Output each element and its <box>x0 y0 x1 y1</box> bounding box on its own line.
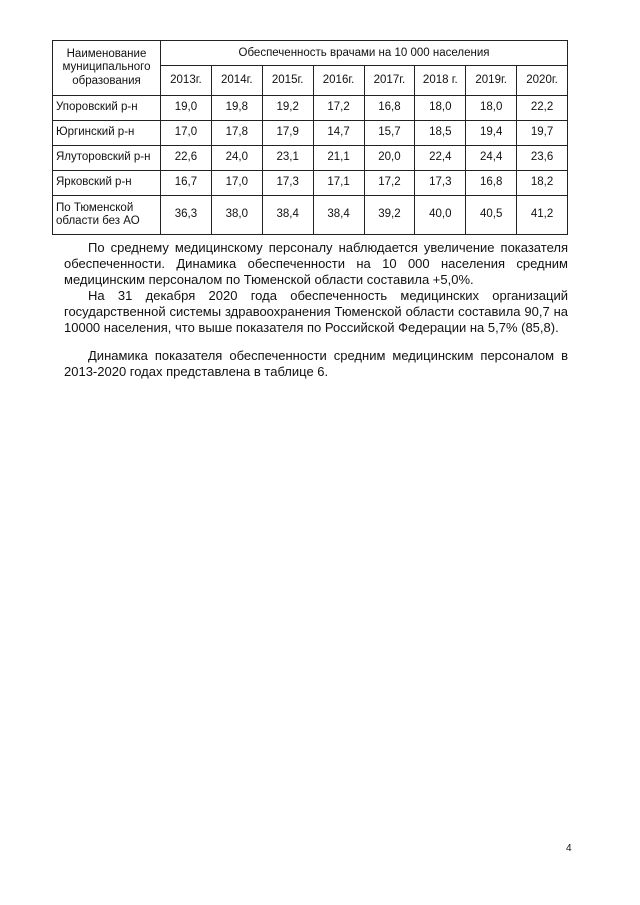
table-cell: 40,5 <box>466 196 517 235</box>
paragraph: На 31 декабря 2020 года обеспеченность медицинских организаций государственной системы здравоохранения Тюменской области составила 90,7 на 10000 населения, что выше показателя по Российской Федерации на 5,7% (85,8). <box>64 288 568 335</box>
table-cell: 17,0 <box>161 121 212 146</box>
table-cell: 17,2 <box>313 96 364 121</box>
table-cell: 16,8 <box>364 96 415 121</box>
year-header: 2016г. <box>313 66 364 96</box>
table-cell: 18,2 <box>517 171 568 196</box>
year-header: 2014г. <box>211 66 262 96</box>
year-header: 2015г. <box>262 66 313 96</box>
table-cell: 17,2 <box>364 171 415 196</box>
table-row <box>53 146 568 171</box>
table-cell: 17,3 <box>415 171 466 196</box>
municipality-name: Упоровский р-н <box>53 96 161 121</box>
table-row <box>53 96 568 121</box>
table-cell: 18,5 <box>415 121 466 146</box>
table-cell: 39,2 <box>364 196 415 235</box>
table-cell: 41,2 <box>517 196 568 235</box>
table-row <box>53 196 568 235</box>
municipality-header: Наименование муниципального образования <box>53 41 161 96</box>
table-cell: 15,7 <box>364 121 415 146</box>
table-cell: 23,1 <box>262 146 313 171</box>
table-row <box>53 121 568 146</box>
table-cell: 17,8 <box>211 121 262 146</box>
staffing-table <box>52 40 568 235</box>
table-cell: 22,2 <box>517 96 568 121</box>
municipality-name: Юргинский р-н <box>53 121 161 146</box>
table-cell: 17,9 <box>262 121 313 146</box>
year-header: 2020г. <box>517 66 568 96</box>
table-cell: 19,0 <box>161 96 212 121</box>
table-cell: 38,0 <box>211 196 262 235</box>
table-cell: 36,3 <box>161 196 212 235</box>
table-cell: 22,4 <box>415 146 466 171</box>
page-number: 4 <box>566 843 572 854</box>
year-header: 2013г. <box>161 66 212 96</box>
paragraph: По среднему медицинскому персоналу наблюдается увеличение показателя обеспеченности. Динамика обеспеченности на 10 000 населения средним медицинским персоналом по Тюменской области составила +5,0%. <box>64 240 568 287</box>
table-row <box>53 171 568 196</box>
table-cell: 23,6 <box>517 146 568 171</box>
table-cell: 24,4 <box>466 146 517 171</box>
paragraph: Динамика показателя обеспеченности средним медицинским персоналом в 2013-2020 годах представлена в таблице 6. <box>64 348 568 379</box>
table-cell: 18,0 <box>415 96 466 121</box>
table-cell: 19,7 <box>517 121 568 146</box>
body-text <box>64 240 568 380</box>
table-cell: 38,4 <box>313 196 364 235</box>
table-cell: 17,1 <box>313 171 364 196</box>
table-cell: 20,0 <box>364 146 415 171</box>
table-cell: 19,2 <box>262 96 313 121</box>
table-cell: 22,6 <box>161 146 212 171</box>
table-cell: 19,8 <box>211 96 262 121</box>
table-cell: 16,8 <box>466 171 517 196</box>
table-cell: 17,0 <box>211 171 262 196</box>
table-cell: 17,3 <box>262 171 313 196</box>
table-cell: 19,4 <box>466 121 517 146</box>
year-header: 2018 г. <box>415 66 466 96</box>
table-cell: 18,0 <box>466 96 517 121</box>
table-cell: 40,0 <box>415 196 466 235</box>
table-cell: 14,7 <box>313 121 364 146</box>
year-header: 2017г. <box>364 66 415 96</box>
doctor-ratio-header: Обеспеченность врачами на 10 000 населения <box>161 41 568 66</box>
table-cell: 24,0 <box>211 146 262 171</box>
table-cell: 38,4 <box>262 196 313 235</box>
year-header: 2019г. <box>466 66 517 96</box>
table-cell: 16,7 <box>161 171 212 196</box>
table-cell: 21,1 <box>313 146 364 171</box>
municipality-name: Ярковский р-н <box>53 171 161 196</box>
municipality-name: По Тюменской области без АО <box>53 196 161 235</box>
municipality-name: Ялуторовский р-н <box>53 146 161 171</box>
